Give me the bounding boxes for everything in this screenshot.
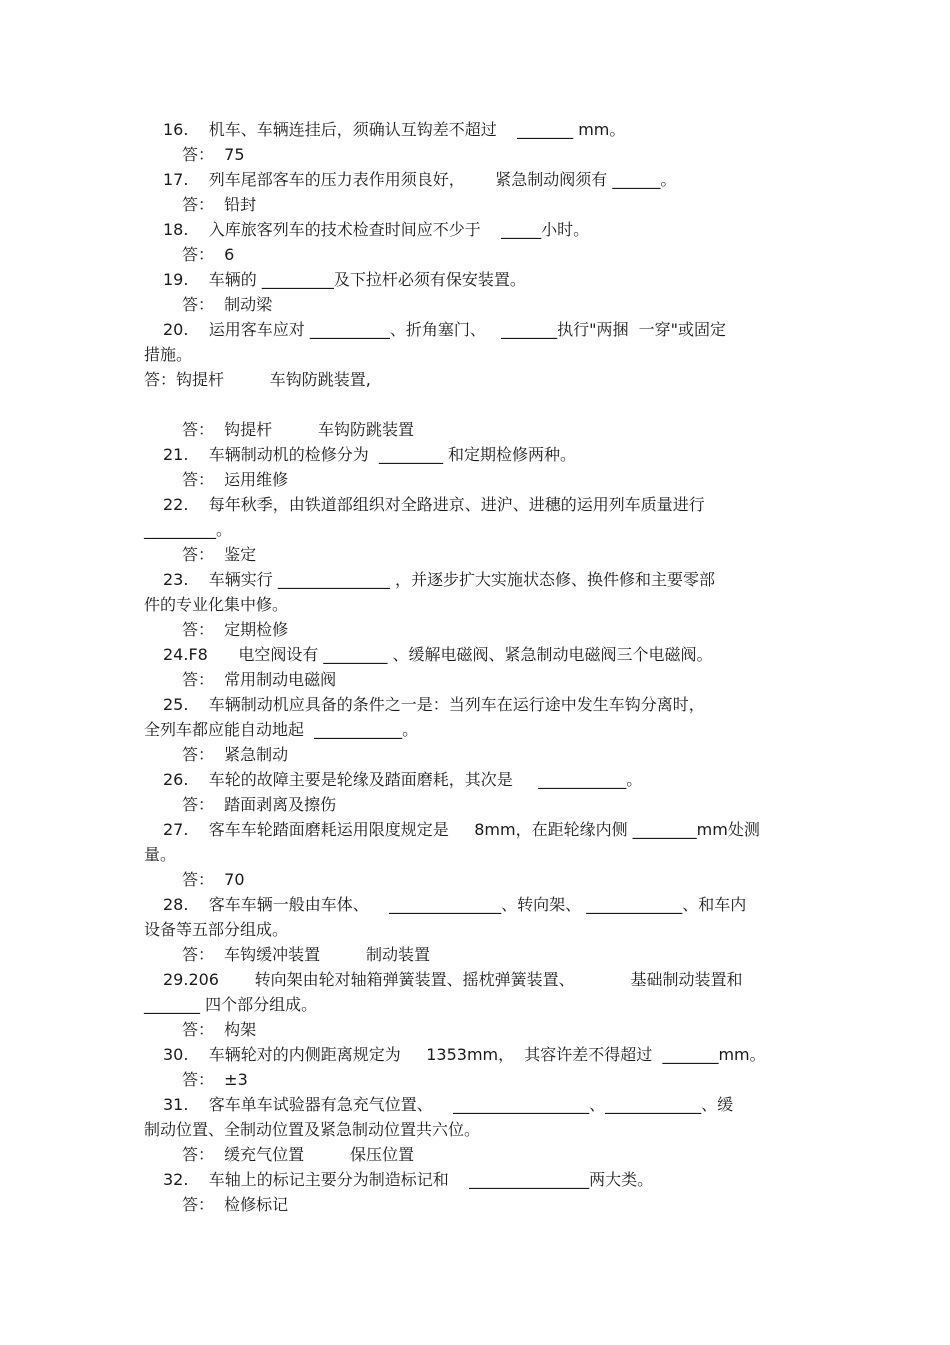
question-30: 30. 车辆轮对的内侧距离规定为 1353mm， 其容许差不得超过 _______mm。 [163, 1045, 766, 1064]
question-24: 24.F8 电空阀设有 ________ 、缓解电磁阀、紧急制动电磁阀三个电磁阀。 [163, 645, 713, 664]
answer-22: 答： 鉴定 [182, 545, 257, 564]
answer-31: 答： 缓充气位置 保压位置 [182, 1145, 414, 1164]
answer-20-draft: 答：钩提杆 车钩防跳装置, [144, 370, 371, 389]
question-18: 18. 入库旅客列车的技术检查时间应不少于 _____小时。 [163, 220, 590, 239]
answer-28: 答： 车钩缓冲装置 制动装置 [182, 945, 430, 964]
question-20: 20. 运用客车应对 __________、折角塞门、 _______执行"两捆 一穿"或固定 [163, 320, 727, 339]
answer-16: 答： 75 [182, 145, 245, 164]
question-20-continuation: 措施。 [144, 345, 193, 364]
answer-27: 答： 70 [182, 870, 245, 889]
question-25: 25. 车辆制动机应具备的条件之一是：当列车在运行途中发生车钩分离时， [163, 695, 705, 714]
answer-29: 答： 构架 [182, 1020, 257, 1039]
answer-32: 答： 检修标记 [182, 1195, 289, 1214]
question-23-continuation: 件的专业化集中修。 [144, 595, 289, 614]
answer-17: 答： 铅封 [182, 195, 257, 214]
question-22: 22. 每年秋季，由铁道部组织对全路进京、进沪、进穗的运用列车质量进行 [163, 495, 705, 514]
question-16: 16. 机车、车辆连挂后，须确认互钩差不超过 _______ mm。 [163, 120, 626, 139]
question-23: 23. 车辆实行 ______________ ，并逐步扩大实施状态修、换件修和主要零部 [163, 570, 715, 589]
question-17: 17. 列车尾部客车的压力表作用须良好， 紧急制动阀须有 ______。 [163, 170, 677, 189]
question-21: 21. 车辆制动机的检修分为 ________ 和定期检修两种。 [163, 445, 577, 464]
answer-23: 答： 定期检修 [182, 620, 289, 639]
answer-20: 答： 钩提杆 车钩防跳装置 [182, 420, 414, 439]
question-26: 26. 车轮的故障主要是轮缘及踏面磨耗，其次是 ___________。 [163, 770, 643, 789]
question-28-continuation: 设备等五部分组成。 [144, 920, 289, 939]
answer-18: 答： 6 [182, 245, 235, 264]
question-19: 19. 车辆的 _________及下拉杆必须有保安装置。 [163, 270, 526, 289]
answer-21: 答： 运用维修 [182, 470, 289, 489]
question-27-continuation: 量。 [144, 845, 177, 864]
answer-19: 答： 制动梁 [182, 295, 273, 314]
question-27: 27. 客车车轮踏面磨耗运用限度规定是 8mm，在距轮缘内侧 ________mm处测 [163, 820, 760, 839]
answer-30: 答： ±3 [182, 1070, 248, 1089]
question-22-continuation: _________。 [144, 520, 233, 539]
question-29: 29.206 转向架由轮对轴箱弹簧装置、摇枕弹簧装置、 基础制动装置和 [163, 970, 743, 989]
question-31-continuation: 制动位置、全制动位置及紧急制动位置共六位。 [144, 1120, 481, 1139]
answer-26: 答： 踏面剥离及擦伤 [182, 795, 337, 814]
question-31: 31. 客车单车试验器有急充气位置、 _________________、____________、缓 [163, 1095, 734, 1114]
answer-24: 答： 常用制动电磁阀 [182, 670, 337, 689]
question-25-continuation: 全列车都应能自动地起 ___________。 [144, 720, 419, 739]
question-29-continuation: _______ 四个部分组成。 [144, 995, 318, 1014]
answer-25: 答： 紧急制动 [182, 745, 289, 764]
question-32: 32. 车轴上的标记主要分为制造标记和 _______________两大类。 [163, 1170, 654, 1189]
question-28: 28. 客车车辆一般由车体、 ______________、转向架、 ____________、和车内 [163, 895, 747, 914]
